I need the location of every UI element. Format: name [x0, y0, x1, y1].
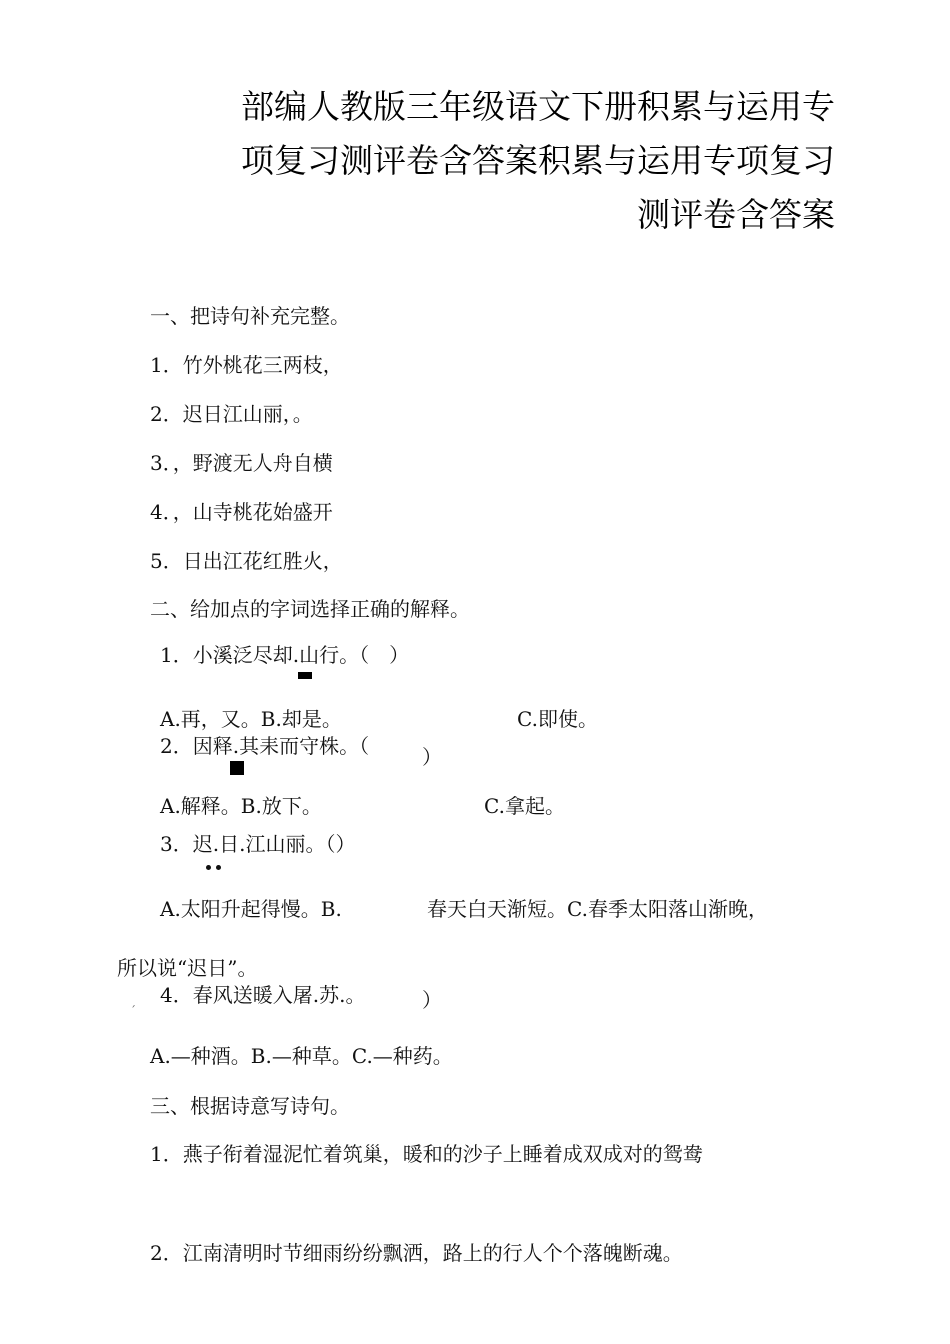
question-2-option-c: C.拿起。	[484, 794, 565, 818]
stray-mark: ˊ	[130, 1004, 136, 1018]
title-line-1: 部编人教版三年级语文下册积累与运用专	[241, 87, 835, 126]
poem-line-2: 2．迟日江山丽，。	[150, 402, 313, 426]
meaning-line-2: 2．江南清明时节细雨纷纷飘洒，路上的行人个个落魄断魂。	[150, 1241, 683, 1265]
question-4-options: A.—种酒。B.—种草。C.—种药。	[150, 1044, 453, 1068]
emphasis-mark	[230, 761, 244, 775]
question-3-option-a: A.太阳升起得慢。B.	[160, 897, 342, 921]
poem-line-3: 3．，野渡无人舟自横	[150, 451, 333, 475]
question-2-options-ab: A.解释。B.放下。	[160, 794, 322, 818]
question-1-options-ab: A.再，又。B.却是。	[160, 707, 342, 731]
meaning-line-1: 1．燕子衔着湿泥忙着筑巢，暖和的沙子上睡着成双成对的鸳鸯	[150, 1142, 703, 1166]
section1-heading: 一、把诗句补充完整。	[150, 304, 350, 328]
section2-heading: 二、给加点的字词选择正确的解释。	[150, 597, 470, 621]
question-4-close-paren: ）	[422, 988, 442, 1012]
question-1-option-c: C.即使。	[517, 707, 598, 731]
poem-line-5: 5．日出江花红胜火，	[150, 549, 343, 573]
question-3-options-bc: 春天白天渐短。C.春季太阳落山渐晚，	[427, 897, 768, 921]
document-title	[150, 80, 835, 242]
poem-line-4: 4．，山寺桃花始盛开	[150, 500, 333, 524]
question-1-stem: 1．小溪泛尽却.山行。（ ）	[160, 643, 410, 667]
title-line-2: 项复习测评卷含答案积累与运用专项复习	[241, 141, 835, 180]
question-4-stem: 4．春风送暖入屠.苏.。	[160, 983, 366, 1007]
question-2-close-paren: ）	[422, 745, 442, 769]
emphasis-dot	[206, 865, 211, 870]
question-3-stem: 3．迟.日.江山丽。（）	[160, 832, 356, 856]
emphasis-dot	[216, 865, 221, 870]
section3-heading: 三、根据诗意写诗句。	[150, 1094, 350, 1118]
question-3-continuation: 所以说“迟日”。	[117, 956, 258, 980]
title-line-3: 测评卷含答案	[637, 195, 835, 234]
poem-line-1: 1．竹外桃花三两枝，	[150, 353, 343, 377]
emphasis-mark	[298, 672, 312, 679]
question-2-stem: 2．因释.其耒而守株。（	[160, 734, 370, 758]
